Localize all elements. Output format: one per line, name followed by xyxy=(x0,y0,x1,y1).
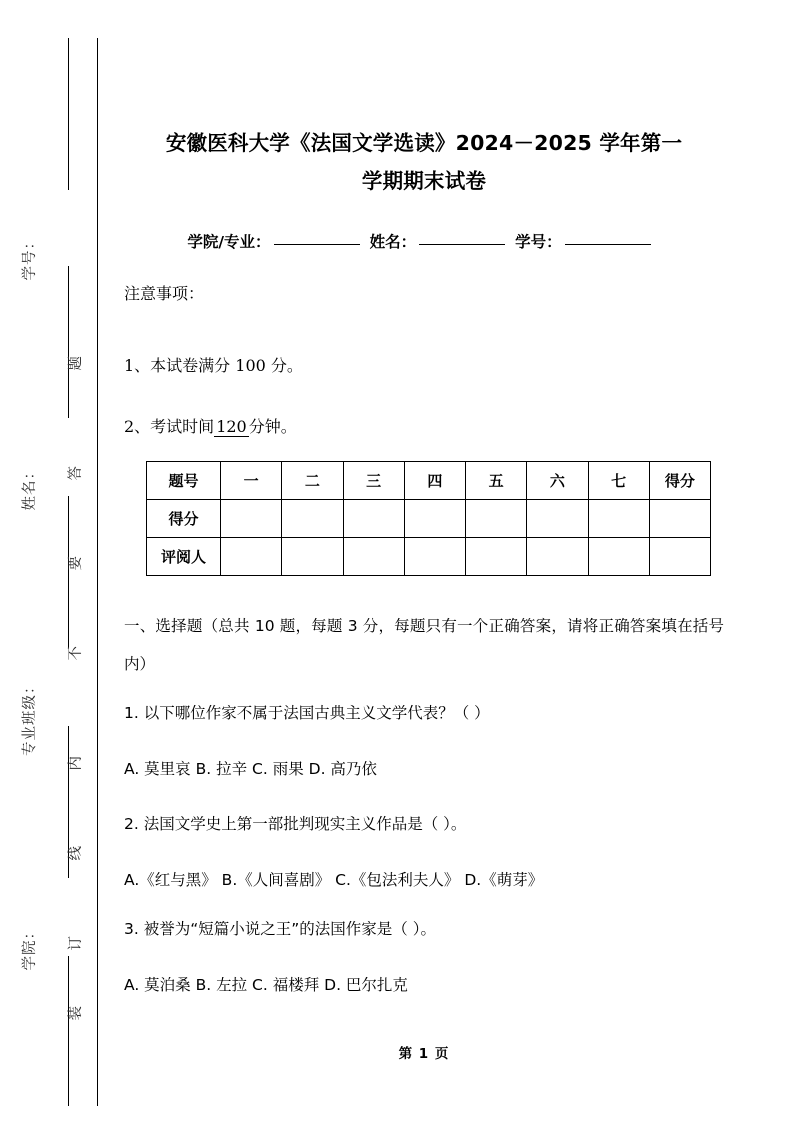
exam-duration-value: 120 xyxy=(216,417,247,436)
note-item-1-text: 1、本试卷满分 100 分。 xyxy=(124,356,303,375)
grader-cell[interactable] xyxy=(466,538,527,576)
grader-row-label: 评阅人 xyxy=(147,538,221,576)
seal-field-label-student-id: 学号： xyxy=(21,234,38,281)
table-row-header xyxy=(147,462,711,500)
score-table xyxy=(146,461,711,576)
seal-phrase-char: 答 xyxy=(67,466,84,481)
table-row xyxy=(147,500,711,538)
score-table-col-2: 二 xyxy=(282,462,343,500)
score-table-col-8: 得分 xyxy=(649,462,710,500)
note-item-2 xyxy=(124,419,724,435)
seal-phrase-char: 题 xyxy=(67,356,84,371)
student-id-field[interactable] xyxy=(565,244,651,245)
score-cell[interactable] xyxy=(221,500,282,538)
student-info-line xyxy=(124,230,724,252)
page-footer: 第 1 页 xyxy=(398,1046,450,1062)
score-table-col-3: 三 xyxy=(343,462,404,500)
name-field[interactable] xyxy=(419,244,505,245)
score-cell[interactable] xyxy=(466,500,527,538)
college-major-field[interactable] xyxy=(274,244,360,245)
seal-writing-rule xyxy=(68,38,69,190)
grader-cell[interactable] xyxy=(404,538,465,576)
score-cell[interactable] xyxy=(588,500,649,538)
name-label: 姓名： xyxy=(369,233,417,251)
seal-phrase-char: 订 xyxy=(67,936,84,951)
seal-writing-rule xyxy=(68,956,69,1106)
grader-cell[interactable] xyxy=(282,538,343,576)
score-cell[interactable] xyxy=(527,500,588,538)
grader-cell[interactable] xyxy=(588,538,649,576)
grader-cell[interactable] xyxy=(343,538,404,576)
question-1-stem: 1. 以下哪位作家不属于法国古典主义文学代表？（ ） xyxy=(124,704,490,722)
score-table-col-5: 五 xyxy=(466,462,527,500)
seal-field-label-class: 专业班级： xyxy=(21,678,38,756)
seal-phrase-char: 装 xyxy=(67,1006,84,1021)
page-title-line1: 安徽医科大学《法国文学选读》2024－2025 学年第一 xyxy=(165,131,683,155)
notes-heading: 注意事项： xyxy=(124,284,205,303)
score-table-col-0: 题号 xyxy=(147,462,221,500)
score-cell[interactable] xyxy=(282,500,343,538)
score-table-col-6: 六 xyxy=(527,462,588,500)
student-id-label: 学号： xyxy=(515,233,562,251)
score-table-col-1: 一 xyxy=(221,462,282,500)
section-heading-1: 一、选择题（总共 10 题，每题 3 分，每题只有一个正确答案，请将正确答案填在括号内） xyxy=(124,617,724,673)
seal-field-label-name: 姓名： xyxy=(21,464,38,511)
page-title-line2: 学期期末试卷 xyxy=(361,169,487,193)
seal-field-label-college: 学院： xyxy=(21,924,38,971)
table-row xyxy=(147,538,711,576)
score-table-col-7: 七 xyxy=(588,462,649,500)
score-cell[interactable] xyxy=(343,500,404,538)
question-1-options: A. 莫里哀 B. 拉辛 C. 雨果 D. 高乃依 xyxy=(124,760,377,778)
note-item-1 xyxy=(124,358,724,374)
seal-phrase-char: 内 xyxy=(67,756,84,771)
seal-phrase-char: 要 xyxy=(67,556,84,571)
grader-cell[interactable] xyxy=(527,538,588,576)
question-3-options: A. 莫泊桑 B. 左拉 C. 福楼拜 D. 巴尔扎克 xyxy=(124,976,408,994)
content-column xyxy=(124,0,724,1122)
score-row-label: 得分 xyxy=(147,500,221,538)
score-table-col-4: 四 xyxy=(404,462,465,500)
college-major-label: 学院/专业： xyxy=(187,233,271,251)
binding-margin xyxy=(0,0,100,1122)
question-2-stem: 2. 法国文学史上第一部批判现实主义作品是（ ）。 xyxy=(124,815,467,833)
question-2-options: A.《红与黑》 B.《人间喜剧》 C.《包法利夫人》 D.《萌芽》 xyxy=(124,871,544,889)
grader-cell[interactable] xyxy=(221,538,282,576)
note-item-2-text-after: 分钟。 xyxy=(248,417,297,436)
score-cell[interactable] xyxy=(649,500,710,538)
seal-phrase-char: 不 xyxy=(67,646,84,661)
binding-vertical-rule xyxy=(97,38,98,1106)
score-cell[interactable] xyxy=(404,500,465,538)
seal-phrase-char: 线 xyxy=(67,846,84,861)
page-title xyxy=(127,124,721,200)
grader-cell[interactable] xyxy=(649,538,710,576)
seal-writing-rule xyxy=(68,266,69,418)
note-item-2-text-before: 2、考试时间 xyxy=(124,417,215,436)
question-3-stem: 3. 被誉为“短篇小说之王”的法国作家是（ ）。 xyxy=(124,920,436,938)
